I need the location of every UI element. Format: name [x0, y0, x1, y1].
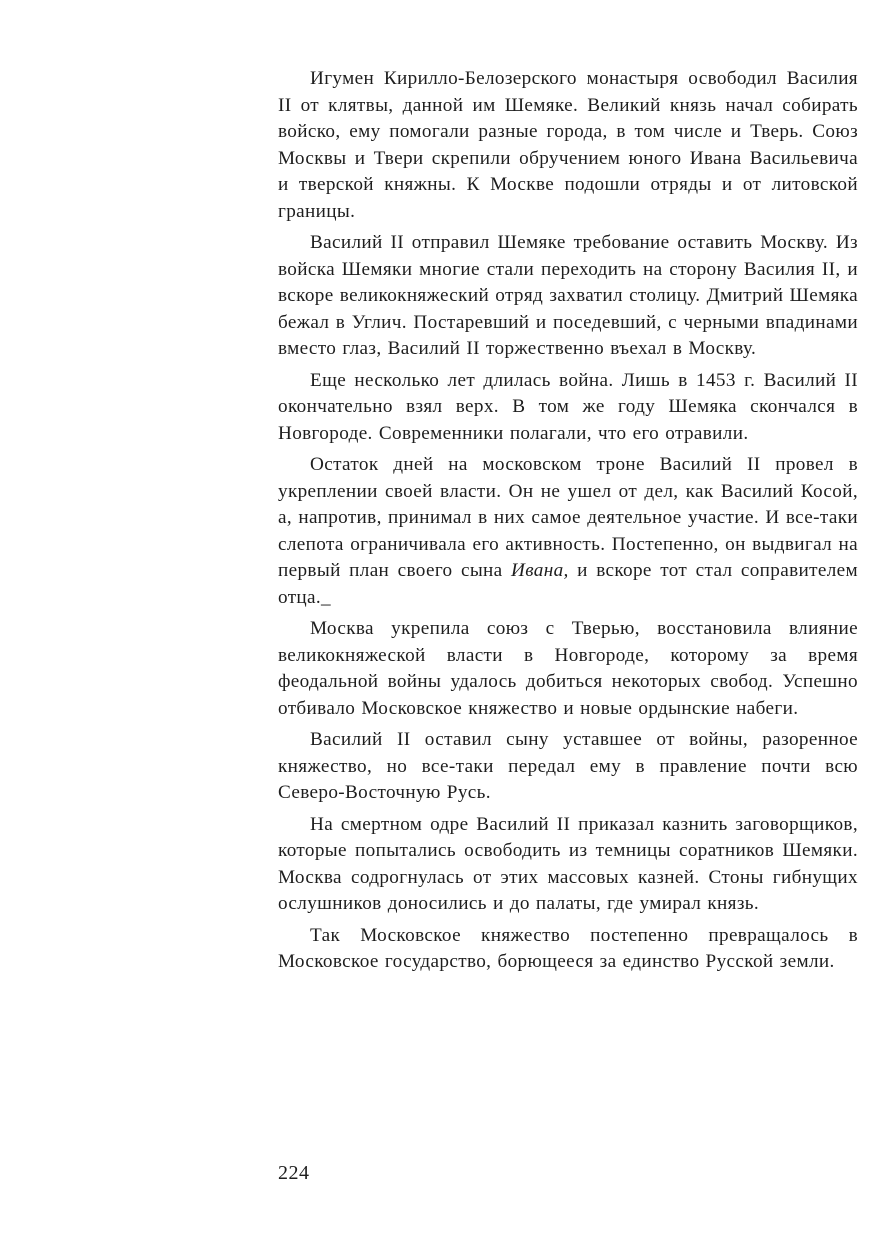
paragraph [278, 452, 858, 611]
paragraph: Москва укрепила союз с Тверью, восстановила влияние великокняжеской власти в Новгороде, которому за время феодальной войны удалось добиться некоторых свобод. Успешно отбивало Московское княжество и новые ордынские набеги. [278, 618, 858, 719]
paragraph: Игумен Кирилло-Белозерского монастыря освободил Василия II от клятвы, данной им Шемяке. Великий князь начал собирать войско, ему помогали разные города, в том числе и Тверь. Союз Москвы и Твери скрепили обручением юного Ивана Васильевича и тверской княжны. К Москве подошли отряды и от литовской границы. [278, 68, 858, 222]
paragraph: Василий II оставил сыну уставшее от войны, разоренное княжество, но все-таки передал ему в правление почти всю Северо-Восточную Русь. [278, 729, 858, 803]
page-body [278, 66, 858, 976]
page-number: 224 [278, 1162, 310, 1184]
paragraph: Василий II отправил Шемяке требование оставить Москву. Из войска Шемяки многие стали переходить на сторону Василия II, и вскоре великокняжеский отряд захватил столицу. Дмитрий Шемяка бежал в Углич. Постаревший и поседевший, с черными впадинами вместо глаз, Василий II торжественно въехал в Москву. [278, 232, 858, 359]
paragraph: Еще несколько лет длилась война. Лишь в 1453 г. Василий II окончательно взял верх. В том же году Шемяка скончался в Новгороде. Современники полагали, что его отравили. [278, 369, 858, 444]
paragraph: Так Московское княжество постепенно превращалось в Московское государство, борющееся за единство Русской земли. [278, 924, 858, 972]
paragraph-text: и вскоре тот стал соправителем отца._ [278, 560, 859, 608]
paragraph: На смертном одре Василий II приказал казнить заговорщиков, которые попытались освободить из темницы соратников Шемяки. Москва содрогнулась от этих массовых казней. Стоны гибнущих ослушников доносились и до палаты, где умирал князь. [278, 813, 858, 914]
paragraph-italic-name: Ивана, [511, 560, 569, 581]
paragraph-text: Остаток дней на московском троне Василий II провел в укреплении своей власти. Он не ушел от дел, как Василий Косой, а, напротив, принимал в них самое деятельное участие. И все-таки слепота ограничивала его активность. Постепенно, он выдвигал на первый план своего сына [278, 454, 858, 581]
